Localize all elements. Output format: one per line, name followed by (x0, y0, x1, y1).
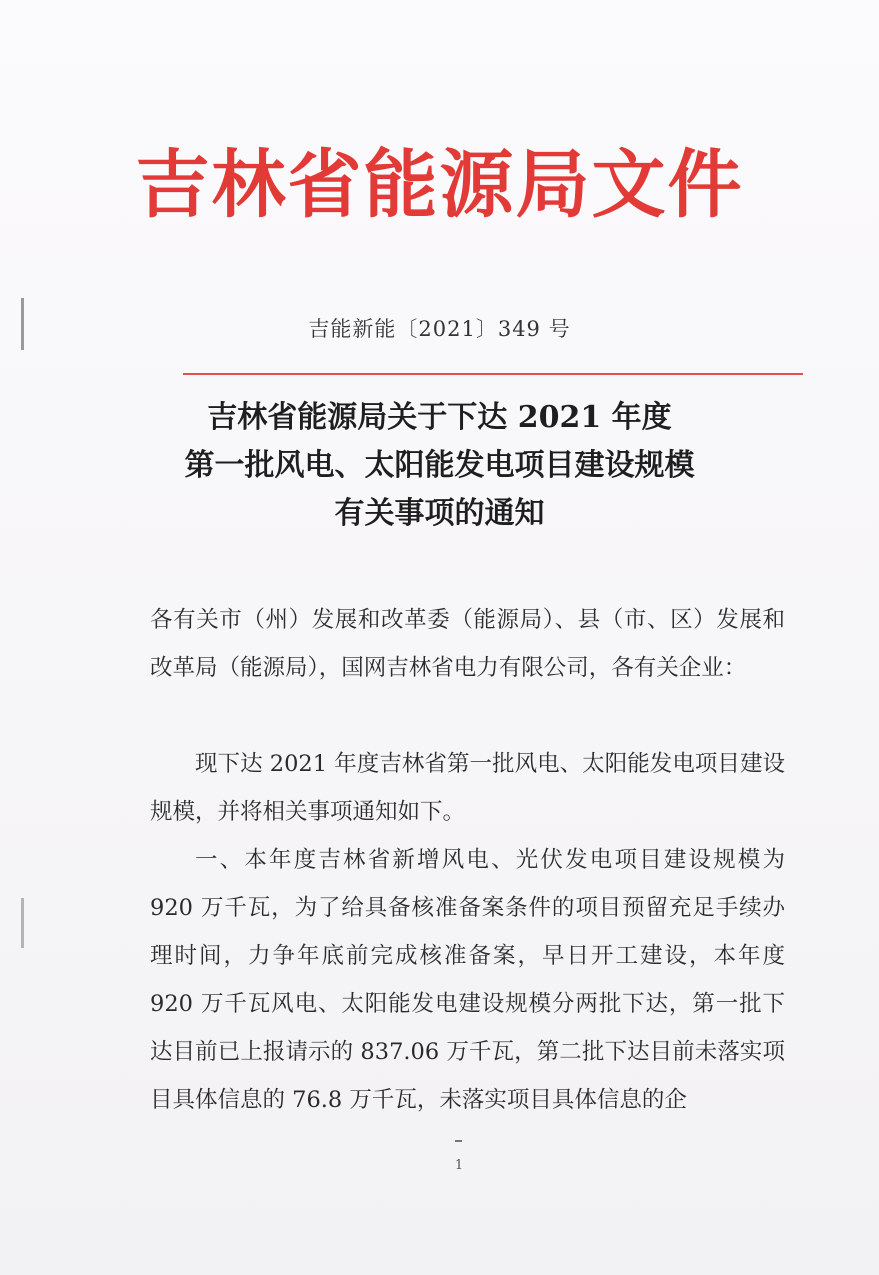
binding-mark (21, 898, 24, 948)
section-one-paragraph (150, 836, 785, 1124)
intro-text: 现下达 2021 年度吉林省第一批风电、太阳能发电项目建设规模，并将相关事项通知如下。 (150, 751, 785, 825)
section-one-text: 一、本年度吉林省新增风电、光伏发电项目建设规模为 920 万千瓦，为了给具备核准备案条件的项目预留充足手续办理时间，力争年底前完成核准备案，早日开工建设，本年度 920 万千瓦风电、太阳能发电建设规模分两批下达，第一批下达目前已上报请示的 837.06 万千瓦，第二批下达目前未落实项目具体信息的 76.8 万千瓦，未落实项目具体信息的企 (150, 847, 785, 1113)
addressee-paragraph (150, 596, 785, 692)
title-line-2: 第一批风电、太阳能发电项目建设规模 (184, 448, 695, 483)
page-number: 1 (454, 1158, 464, 1173)
red-separator-line (183, 373, 803, 375)
page-dash (455, 1140, 462, 1142)
issuer-header: 吉林省能源局文件 (135, 142, 744, 228)
title-line-1: 吉林省能源局关于下达 2021 年度 (207, 400, 672, 435)
addressee-text: 各有关市（州）发展和改革委（能源局）、县（市、区）发展和改革局（能源局），国网吉林省电力有限公司，各有关企业： (150, 607, 785, 681)
document-number: 吉能新能〔2021〕349 号 (308, 317, 571, 341)
title-line-3: 有关事项的通知 (334, 496, 545, 531)
intro-paragraph (150, 740, 785, 836)
document-title (0, 394, 879, 538)
